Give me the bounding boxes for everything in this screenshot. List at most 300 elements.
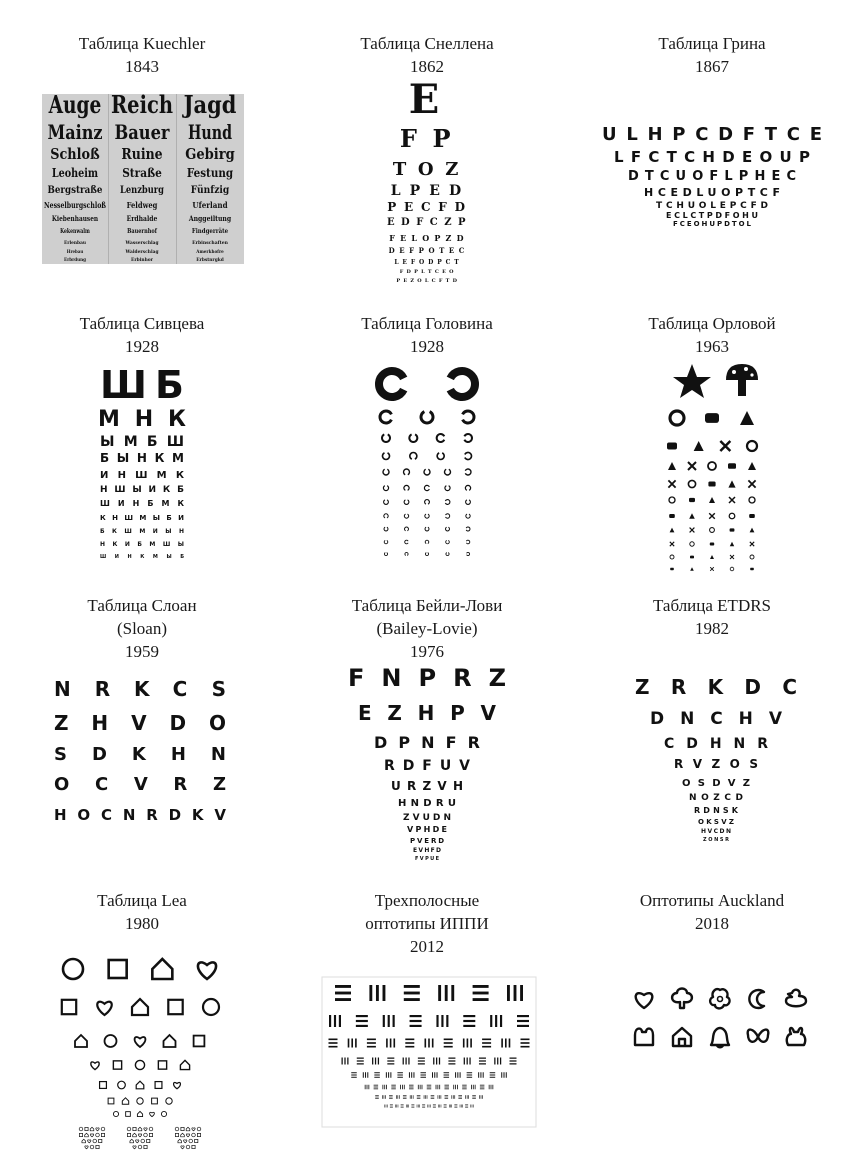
three-bar-horizontal [391, 1088, 396, 1089]
three-bar-vertical [369, 985, 372, 1001]
three-bar-horizontal [445, 1095, 449, 1096]
three-bar-vertical [339, 1015, 341, 1027]
tree-optotype [689, 513, 695, 519]
landolt-ring [384, 527, 388, 531]
chart-ippi [285, 889, 569, 958]
lea-circle [113, 1111, 118, 1116]
three-bar-vertical [382, 1085, 383, 1090]
three-bar-vertical [383, 1015, 385, 1027]
bell-icon [711, 1028, 729, 1047]
landolt-ring [425, 514, 429, 518]
three-bar-horizontal [357, 1060, 364, 1061]
bag-icon [635, 1029, 653, 1045]
optotype-row: RDFUV [384, 758, 470, 774]
landolt-ring [405, 540, 408, 544]
lea-square [149, 1133, 152, 1136]
optotype-row: D E F P O T E C [388, 246, 466, 255]
lea-circle [203, 999, 219, 1015]
three-bar-horizontal [472, 1095, 476, 1096]
three-bar-vertical [425, 1039, 427, 1048]
chart-etdrs [570, 594, 854, 843]
three-bar-horizontal [482, 1039, 491, 1041]
landolt-ring [466, 527, 470, 531]
lea-circle [101, 1127, 105, 1131]
optotype-row: ZHVDO [54, 711, 226, 735]
three-bar-vertical [432, 1072, 433, 1078]
lea-heart [138, 1134, 141, 1137]
optotype-row: Feldweg [126, 200, 158, 210]
three-bar-vertical [365, 1085, 366, 1090]
landolt-ring [465, 469, 471, 475]
three-bar-horizontal [411, 1106, 414, 1107]
three-bar-vertical [405, 1058, 406, 1065]
optotype-row: Jagd [181, 90, 237, 119]
optotype-row: ZVUDN [403, 813, 451, 823]
optotype-row: БЫНКМ [100, 451, 184, 465]
three-bar-horizontal [335, 998, 351, 1001]
plane-optotype [690, 528, 695, 533]
three-bar-vertical [455, 1085, 456, 1090]
sivtsev-chart-image [0, 362, 284, 572]
three-bar-horizontal [427, 1087, 432, 1088]
three-bar-horizontal [433, 1107, 436, 1108]
three-bar-horizontal [431, 1095, 435, 1096]
animal-optotype [667, 443, 677, 450]
three-bar-horizontal [404, 985, 420, 988]
three-bar-vertical [372, 1058, 373, 1065]
three-bar-vertical [467, 1095, 468, 1099]
lea-circle [96, 1133, 100, 1137]
three-bar-horizontal [397, 1077, 403, 1078]
lea-square [99, 1139, 102, 1142]
ippi-chart-image [322, 977, 536, 1127]
ring-optotype [670, 411, 684, 425]
plane-optotype [750, 542, 754, 546]
three-bar-horizontal [422, 1106, 425, 1107]
optotype-row: Anggeiltung [187, 214, 232, 223]
three-bar-vertical [436, 1058, 437, 1065]
optotype-row: Bauer [114, 120, 170, 144]
lea-house [186, 1127, 190, 1131]
landolt-ring [384, 540, 388, 543]
three-bar-vertical [446, 1015, 448, 1027]
three-bar-vertical [507, 985, 510, 1001]
three-bar-vertical [471, 1105, 472, 1108]
three-bar-horizontal [473, 998, 489, 1001]
three-bar-horizontal [409, 1085, 414, 1086]
three-bar-vertical [429, 1105, 430, 1108]
lea-square [133, 1127, 136, 1130]
mushroom-icon [726, 364, 758, 396]
bow-icon [748, 1030, 769, 1042]
lea-heart [136, 1140, 139, 1143]
lea-circle [175, 1127, 179, 1131]
lea-heart [85, 1146, 88, 1149]
three-bar-vertical [457, 1085, 458, 1090]
lea-circle [90, 1145, 94, 1149]
three-bar-vertical [451, 1105, 452, 1108]
optotype-row: FCEOHUPDTOL [673, 220, 751, 228]
three-bar-horizontal [463, 1025, 475, 1027]
optotype-row: F D P L T C E O [399, 269, 455, 275]
lea-square [158, 1061, 166, 1069]
optotype-row: Bergstraße [47, 185, 103, 196]
landolt-ring [466, 540, 469, 544]
optotype-row: Amerkhofre [195, 249, 224, 255]
three-bar-horizontal [444, 1075, 450, 1076]
landolt-ring [424, 469, 430, 475]
landolt-ring [424, 485, 429, 490]
three-bar-horizontal [454, 1106, 457, 1107]
optotype-row: LFCTCHDEOUP [614, 148, 810, 166]
plane-optotype [709, 513, 715, 519]
chart-sivtsev [0, 312, 284, 560]
optotype-row: Uferland [192, 200, 228, 210]
ring-optotype [750, 555, 754, 559]
lea-circle [144, 1133, 148, 1137]
three-bar-vertical [387, 1105, 388, 1108]
three-bar-horizontal [374, 1077, 380, 1078]
three-bar-vertical [471, 1085, 472, 1090]
landolt-ring [405, 552, 408, 555]
three-bar-horizontal [391, 1087, 396, 1088]
optotype-row: DNCHV [650, 709, 782, 729]
lea-house [90, 1127, 94, 1131]
three-bar-vertical [376, 985, 379, 1001]
moon-icon [749, 990, 764, 1008]
three-bar-vertical [497, 1058, 498, 1065]
three-bar-horizontal [356, 1015, 368, 1017]
three-bar-vertical [470, 1039, 472, 1048]
three-bar-horizontal [463, 1020, 475, 1022]
three-bar-vertical [418, 1085, 419, 1090]
three-bar-vertical [483, 1072, 484, 1078]
optotype-row: Wasserschlag [124, 240, 159, 246]
tree-icon [672, 989, 692, 1009]
three-bar-horizontal [444, 1046, 453, 1048]
three-bar-horizontal [389, 1098, 393, 1099]
animal-optotype [730, 528, 735, 531]
three-bar-vertical [375, 1058, 376, 1065]
three-bar-horizontal [390, 1105, 393, 1106]
three-bar-vertical [385, 1105, 386, 1108]
landolt-ring [446, 514, 450, 518]
lea-house [130, 1139, 134, 1143]
landolt-ring [445, 486, 450, 491]
landolt-ring [384, 553, 387, 556]
landolt-ring [445, 500, 450, 505]
lea-heart [192, 1128, 195, 1131]
lea-heart [135, 1037, 146, 1047]
chart-year: 1843 [125, 57, 159, 76]
three-bar-horizontal [479, 1058, 486, 1059]
lea-heart [186, 1134, 189, 1137]
lea-chart-image [0, 951, 284, 1161]
three-bar-horizontal [422, 1107, 425, 1108]
three-bar-vertical [473, 1105, 474, 1108]
lea-square [127, 1133, 130, 1136]
three-bar-vertical [433, 1058, 434, 1065]
landolt-ring [450, 371, 475, 397]
three-bar-vertical [492, 1085, 493, 1090]
lea-circle [186, 1145, 190, 1149]
three-bar-vertical [465, 1095, 466, 1099]
optotype-row: P E Z O L C F T D [396, 278, 458, 284]
three-bar-horizontal [375, 1095, 379, 1096]
lea-house [85, 1133, 89, 1137]
three-bar-vertical [453, 1085, 454, 1090]
ring-optotype [729, 513, 735, 519]
optotype-row: МНК [98, 407, 186, 432]
optotype-row: L E F O D P C T [394, 259, 460, 266]
optotype-row: ЫМБШ [100, 434, 184, 450]
lea-circle [79, 1127, 83, 1131]
chart-title: Таблица Головина [361, 314, 493, 333]
optotype-row: Straße [122, 166, 163, 180]
optotype-row: Reich [111, 90, 173, 119]
lea-square [194, 1036, 205, 1047]
three-bar-horizontal [403, 1095, 407, 1096]
optotype-row: EVHFD [413, 847, 441, 854]
chart-title: Таблица ETDRS [652, 596, 772, 615]
three-bar-horizontal [387, 1063, 394, 1064]
lea-circle [137, 1098, 143, 1104]
optotype-row: Festung [186, 166, 234, 180]
three-bar-horizontal [431, 1097, 435, 1098]
three-bar-horizontal [351, 1072, 357, 1073]
plane-optotype [688, 462, 696, 470]
three-bar-vertical [365, 1072, 366, 1078]
optotype-row: TCHUOLEPCFD [656, 201, 768, 211]
optotype-row: Hrebau [66, 249, 84, 255]
landolt-ring [425, 540, 429, 543]
three-bar-vertical [450, 1105, 451, 1108]
optotype-row: ШИНБМК [100, 499, 184, 508]
landolt-ring [445, 469, 451, 475]
three-bar-vertical [500, 1015, 502, 1027]
lea-house [132, 999, 148, 1015]
three-bar-horizontal [374, 1072, 380, 1073]
three-bar-vertical [451, 985, 454, 1001]
three-bar-horizontal [387, 1058, 394, 1059]
lea-house [133, 1133, 137, 1137]
three-bar-vertical [441, 1095, 442, 1099]
three-bar-horizontal [490, 1075, 496, 1076]
optotype-row: OSDVZ [682, 778, 750, 789]
optotype-row: Erdhalde [126, 214, 158, 223]
ring-optotype [749, 497, 755, 503]
three-bar-vertical [411, 1095, 412, 1099]
optotype-row: Nesselburgschloß [44, 200, 106, 210]
ring-optotype [747, 441, 757, 451]
three-bar-horizontal [397, 1072, 403, 1073]
chart-auckland [570, 889, 854, 935]
lea-square [108, 1098, 114, 1104]
plane-optotype [730, 555, 734, 559]
optotype-row: FNPRZ [348, 664, 506, 692]
tree-optotype [670, 528, 675, 533]
landolt-ring [463, 411, 474, 423]
optotype-row: КНШМЫБИ [100, 514, 184, 522]
three-bar-vertical [363, 1072, 364, 1078]
optotype-row: Walderschlag [124, 249, 159, 255]
three-bar-horizontal [444, 1087, 449, 1088]
three-bar-horizontal [356, 1020, 368, 1022]
three-bar-vertical [384, 1095, 385, 1099]
three-bar-vertical [399, 1095, 400, 1099]
three-bar-vertical [347, 1058, 348, 1065]
optotype-row: E D F C Z P [386, 217, 468, 228]
etdrs-chart-image [570, 674, 854, 844]
three-bar-vertical [385, 1095, 386, 1099]
optotype-row: SDKHN [54, 744, 226, 765]
three-bar-vertical [501, 1039, 503, 1048]
three-bar-vertical [467, 1039, 469, 1048]
lea-heart [181, 1146, 184, 1149]
optotype-row: ZRKDC [635, 675, 797, 699]
lea-square [62, 1000, 76, 1014]
three-bar-horizontal [409, 1088, 414, 1089]
lea-heart [144, 1128, 147, 1131]
three-bar-horizontal [473, 992, 489, 995]
three-bar-horizontal [467, 1075, 473, 1076]
three-bar-horizontal [517, 1015, 529, 1017]
three-bar-horizontal [405, 1042, 414, 1044]
lea-square [181, 1127, 184, 1130]
chart-year: 1928 [410, 337, 444, 356]
three-bar-vertical [438, 1095, 439, 1099]
three-bar-horizontal [420, 1072, 426, 1073]
lea-house [152, 959, 172, 979]
three-bar-vertical [453, 1095, 454, 1099]
three-bar-horizontal [521, 1042, 530, 1044]
optotype-row: Erbinschaften [192, 240, 229, 246]
plane-optotype [668, 480, 675, 487]
three-bar-vertical [509, 1039, 511, 1048]
three-bar-vertical [407, 1105, 408, 1108]
three-bar-vertical [454, 1095, 455, 1099]
chart-bailey-lovie [285, 594, 569, 862]
three-bar-horizontal [510, 1063, 517, 1064]
three-bar-horizontal [458, 1095, 462, 1096]
optotype-row: CDHNR [664, 736, 768, 752]
three-bar-vertical [411, 1072, 412, 1078]
bailey-lovie-chart-image [285, 662, 569, 862]
lea-circle [141, 1139, 145, 1143]
three-bar-horizontal [405, 1046, 414, 1048]
plane-optotype [748, 480, 755, 487]
three-bar-horizontal [490, 1072, 496, 1073]
lea-square [79, 1133, 82, 1136]
animal-optotype [708, 481, 715, 486]
lea-circle [118, 1081, 126, 1089]
optotype-row: F E L O P Z D [389, 233, 465, 243]
plane-optotype [710, 567, 714, 571]
three-bar-horizontal [409, 1087, 414, 1088]
landolt-ring [421, 412, 433, 423]
flower-center-icon [718, 997, 723, 1002]
optotype-row: Bauernhof [127, 228, 158, 235]
chart-title: Таблица Сивцева [79, 314, 205, 333]
three-bar-vertical [382, 1095, 383, 1099]
lea-circle [105, 1035, 117, 1047]
tree-optotype [750, 528, 755, 533]
animal-optotype [669, 514, 675, 518]
lea-house [164, 1035, 176, 1047]
chart-subtitle: (Sloan) [116, 619, 168, 638]
landolt-ring [380, 411, 391, 423]
flower-icon [710, 989, 729, 1008]
three-bar-horizontal [418, 1063, 425, 1064]
landolt-ring [425, 527, 429, 531]
lea-square [100, 1082, 107, 1089]
three-bar-horizontal [335, 985, 351, 988]
three-bar-horizontal [410, 1020, 422, 1022]
animal-optotype [690, 556, 694, 559]
three-bar-horizontal [454, 1105, 457, 1106]
optotype-row: NOZCD [689, 793, 743, 803]
three-bar-horizontal [375, 1098, 379, 1099]
three-bar-horizontal [401, 1106, 404, 1107]
three-bar-horizontal [374, 1088, 379, 1089]
chart-title: Таблица Снеллена [360, 34, 494, 53]
three-bar-horizontal [367, 1046, 376, 1048]
lea-circle [166, 1098, 172, 1104]
chart-year: 2018 [695, 914, 729, 933]
tree-optotype [668, 462, 676, 470]
lea-house [137, 1111, 142, 1116]
three-bar-vertical [482, 1095, 483, 1099]
three-bar-horizontal [391, 1085, 396, 1086]
lea-square [96, 1145, 99, 1148]
optotype-row: Kekenwalm [60, 228, 91, 235]
three-bar-horizontal [329, 1046, 338, 1048]
lea-circle [192, 1133, 196, 1137]
three-bar-horizontal [417, 1097, 421, 1098]
three-bar-vertical [467, 1058, 468, 1065]
three-bar-vertical [406, 1105, 407, 1108]
optotype-row: Lenzburg [120, 185, 164, 196]
landolt-ring [379, 371, 404, 397]
three-bar-vertical [425, 1095, 426, 1099]
three-bar-horizontal [479, 1060, 486, 1061]
three-bar-horizontal [465, 1107, 468, 1108]
three-bar-vertical [334, 1015, 336, 1027]
ring-optotype [710, 528, 715, 533]
animal-optotype [749, 514, 755, 518]
three-bar-vertical [400, 1085, 401, 1090]
three-bar-vertical [413, 1095, 414, 1099]
lea-circle [93, 1139, 97, 1143]
three-bar-horizontal [356, 1025, 368, 1027]
three-bar-horizontal [405, 1039, 414, 1041]
animal-optotype [750, 568, 754, 571]
landolt-ring [404, 500, 409, 505]
lea-square [113, 1061, 121, 1069]
three-bar-vertical [368, 1085, 369, 1090]
chart-year: 1982 [695, 619, 729, 638]
landolt-ring [446, 553, 449, 556]
three-bar-vertical [427, 1095, 428, 1099]
three-bar-horizontal [410, 1025, 422, 1027]
tree-optotype [740, 411, 754, 425]
three-bar-horizontal [444, 1085, 449, 1086]
three-bar-vertical [393, 1039, 395, 1048]
ring-optotype [688, 480, 695, 487]
landolt-ring [404, 485, 409, 490]
lea-heart [198, 962, 216, 979]
landolt-ring [446, 540, 450, 543]
